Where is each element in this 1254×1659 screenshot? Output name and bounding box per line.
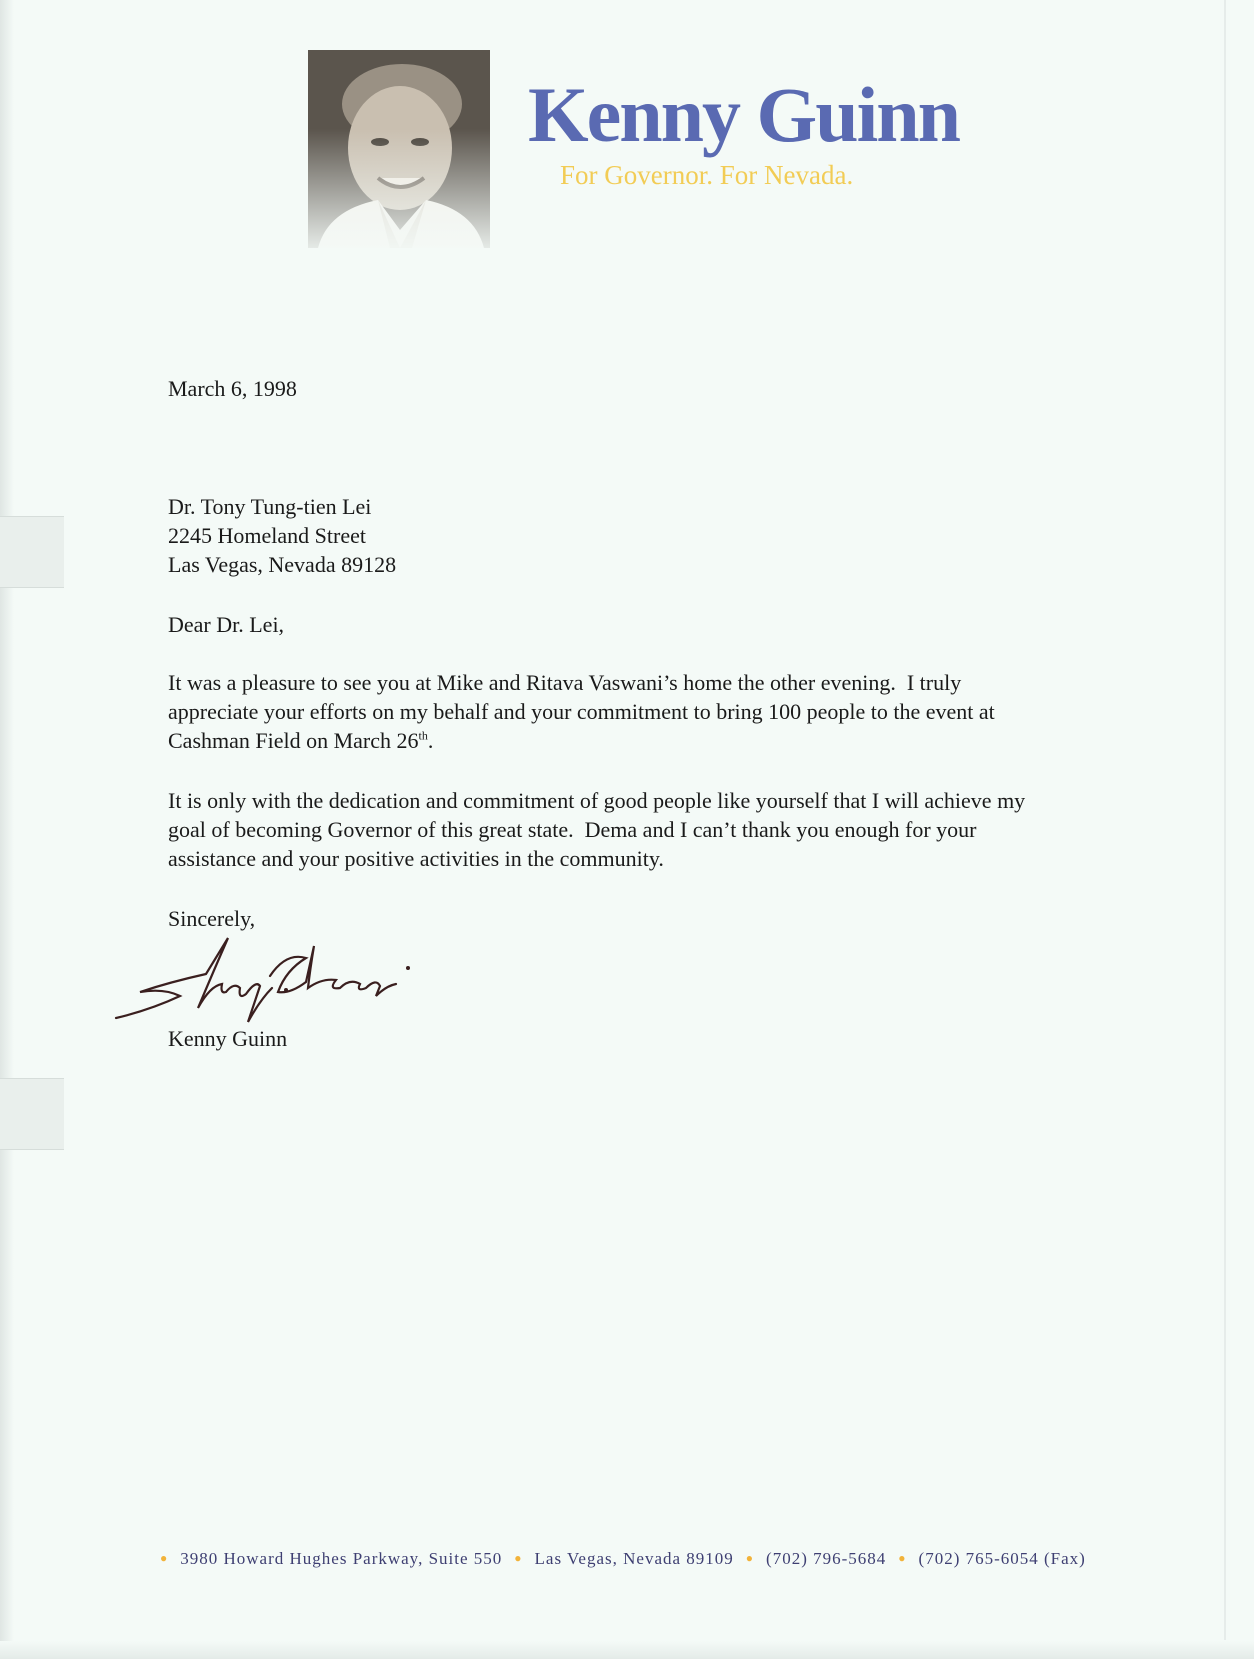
letter-date: March 6, 1998 [168,376,297,401]
page-right-edge [1224,0,1226,1640]
paragraph-1-line-3-text: Cashman Field on March 26 [168,728,419,753]
tape-mark-upper [0,516,64,588]
recipient-street: 2245 Homeland Street [168,523,366,548]
footer-fax: (702) 765-6054 (Fax) [918,1549,1086,1568]
footer-bullet: ● [514,1551,523,1565]
letterhead-name: Kenny Guinn [528,71,960,158]
footer-bullet: ● [898,1551,907,1565]
handwritten-signature [110,930,420,1030]
footer-city: Las Vegas, Nevada 89109 [534,1549,734,1568]
recipient-address [168,492,396,579]
footer-address: 3980 Howard Hughes Parkway, Suite 550 [180,1549,503,1568]
footer-bullet: ● [745,1551,755,1565]
paragraph-2 [168,786,1025,873]
paragraph-1-line-3 [168,726,995,755]
ordinal-suffix: th [418,728,428,743]
page-left-edge [0,0,14,1659]
letterhead-footer [160,1549,1160,1569]
candidate-photo [308,50,490,248]
footer-phone: (702) 796-5684 [766,1549,887,1568]
signer-name: Kenny Guinn [168,1026,288,1051]
letterhead-tagline: For Governor. For Nevada. [560,160,854,190]
paragraph-1-line-2: appreciate your efforts on my behalf and your commitment to bring 100 people to the event at [168,699,995,724]
paragraph-2-line-1: It is only with the dedication and commitment of good people like yourself that I will achieve my [168,788,1026,813]
paragraph-2-line-3: assistance and your positive activities in the community. [168,846,664,871]
tape-mark-lower [0,1078,64,1150]
paragraph-1 [168,668,995,755]
paragraph-1-line-1: It was a pleasure to see you at Mike and Ritava Vaswani’s home the other evening. I truly [168,670,962,695]
paragraph-1-line-3-end: . [427,728,434,753]
paragraph-2-line-2: goal of becoming Governor of this great state. Dema and I can’t thank you enough for your [168,817,977,842]
recipient-city: Las Vegas, Nevada 89128 [168,552,397,577]
salutation: Dear Dr. Lei, [168,612,285,637]
footer-bullet: ● [160,1551,169,1565]
closing: Sincerely, [168,906,256,931]
recipient-name: Dr. Tony Tung-tien Lei [168,494,372,519]
page-bottom-edge [0,1641,1254,1659]
